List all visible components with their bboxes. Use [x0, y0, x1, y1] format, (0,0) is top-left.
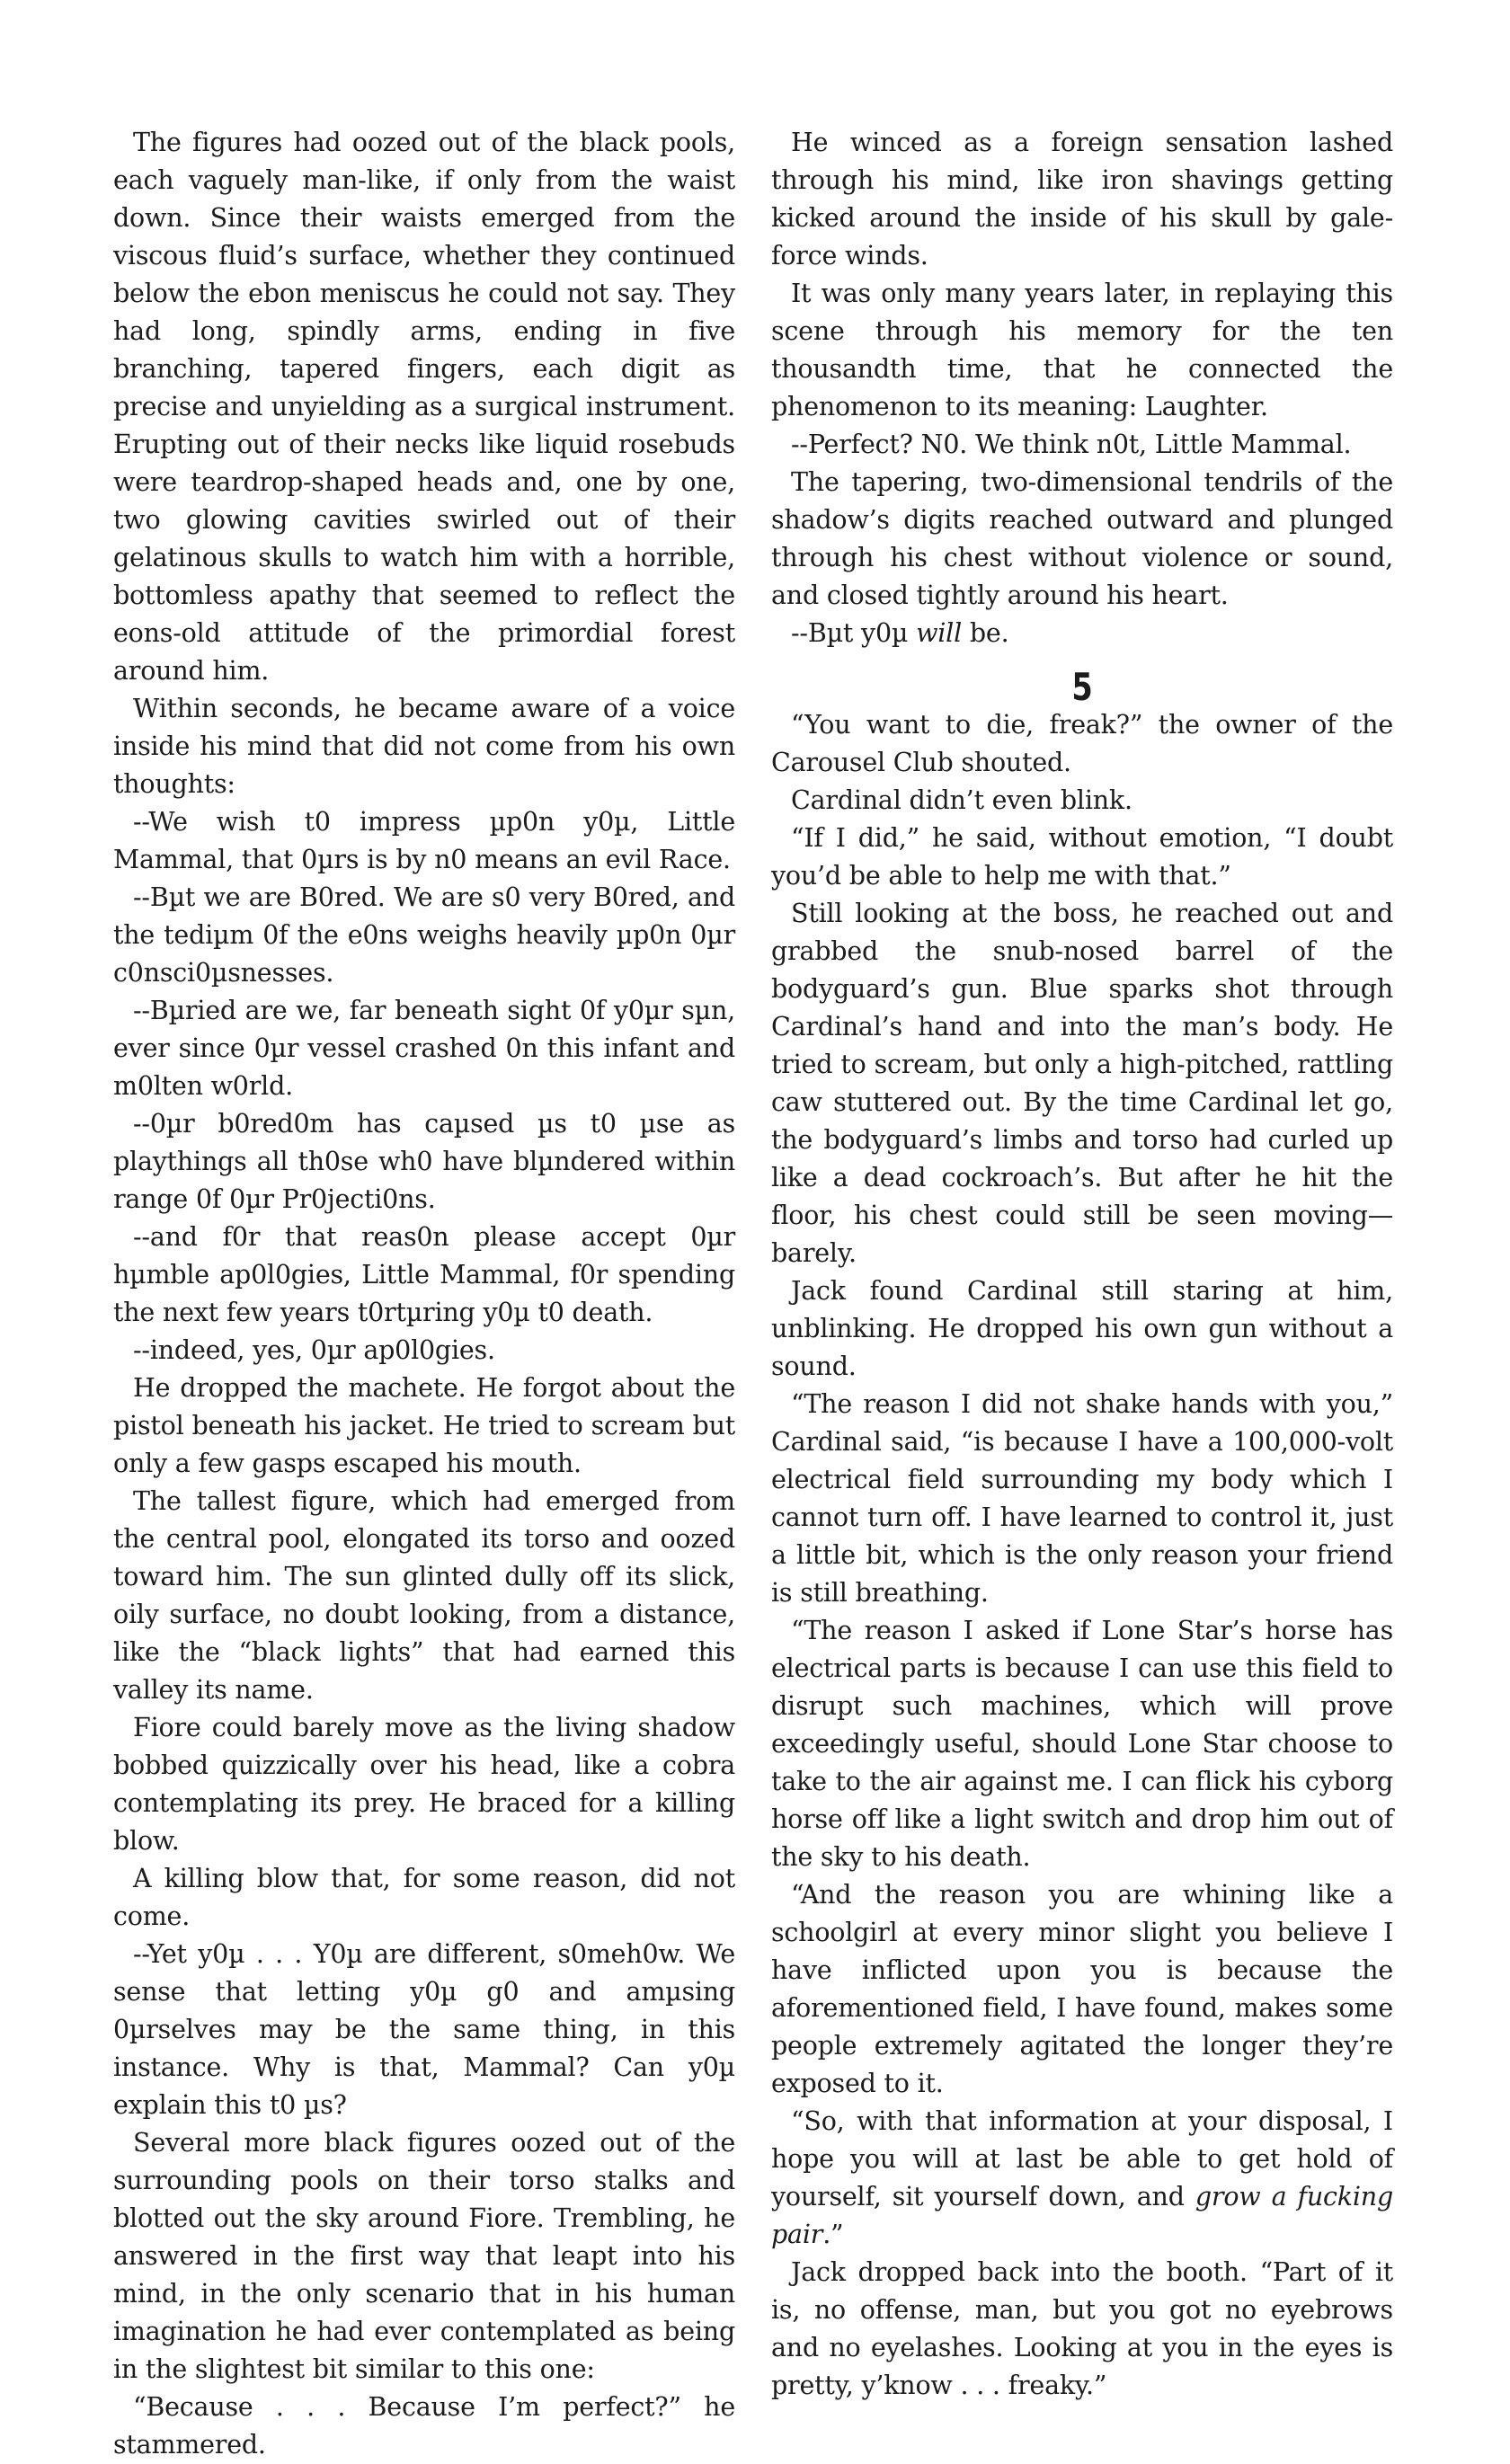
paragraph: --and f0r that reas0n please accept 0µr hµmble ap0l0gies, Little Mammal, f0r spending the next few years t0rtµring y0µ t0 death. — [113, 1222, 735, 1327]
paragraph: The tapering, two-dimensional tendrils of the shadow’s digits reached outward and plunged through his chest without violence or sound, and closed tightly around his heart. — [771, 467, 1393, 610]
paragraph: Jack found Cardinal still staring at him, unblinking. He dropped his own gun without a sound. — [771, 1276, 1393, 1381]
book-page — [113, 124, 1393, 2460]
paragraph: Jack dropped back into the booth. “Part of it is, no offense, man, but you got no eyebrows and no eyelashes. Looking at you in the eyes is pretty, y’know . . . freaky.” — [771, 2257, 1393, 2400]
italic-text: grow a fucking pair — [771, 2182, 1393, 2249]
paragraph: Several more black figures oozed out of the surrounding pools on their torso stalks and blotted out the sky around Fiore. Trembling, he answered in the first way that leapt into his mind, in the only scenario that in his human imagination he had ever contemplated as being in the slightest bit similar to this one: — [113, 2128, 735, 2384]
paragraph: “You want to die, freak?” the owner of the Carousel Club shouted. — [771, 710, 1393, 777]
paragraph: Still looking at the boss, he reached out and grabbed the snub-nosed barrel of the bodyguard’s gun. Blue sparks shot through Cardinal’s hand and into the man’s body. He tried to scream, but only a high-pitched, rattling caw stuttered out. By the time Cardinal let go, the bodyguard’s limbs and torso had curled up like a dead cockroach’s. But after he hit the floor, his chest could still be seen moving—barely. — [771, 899, 1393, 1268]
paragraph: The figures had oozed out of the black pools, each vaguely man-like, if only from the waist down. Since their waists emerged from the viscous fluid’s surface, whether they continued below the ebon meniscus he could not say. They had long, spindly arms, ending in five branching, tapered fingers, each digit as precise and unyielding as a surgical instrument. Erupting out of their necks like liquid rosebuds were teardrop-shaped heads and, one by one, two glowing cavities swirled out of their gelatinous skulls to watch him with a horrible, bottomless apathy that seemed to reflect the eons-old attitude of the primordial forest around him. — [113, 128, 735, 686]
paragraph: Cardinal didn’t even blink. — [791, 785, 1132, 815]
text-run: be. — [962, 618, 1009, 648]
paragraph — [771, 2103, 1393, 2254]
text-run: .” — [822, 2220, 844, 2249]
left-column — [113, 124, 735, 2460]
text-run: “So, with that information at your disposal, I hope you will at last be able to get hold of yourself, sit yourself down, and — [771, 2106, 1393, 2211]
paragraph: He winced as a foreign sensation lashed through his mind, like iron shavings getting kicked around the inside of his skull by gale-force winds. — [771, 128, 1393, 270]
paragraph: Fiore could barely move as the living shadow bobbed quizzically over his head, like a cobra contemplating its prey. He braced for a killing blow. — [113, 1713, 735, 1856]
text-run: --Bµt y0µ — [791, 618, 917, 648]
paragraph: A killing blow that, for some reason, did not come. — [113, 1864, 735, 1931]
paragraph: --Yet y0µ . . . Y0µ are different, s0meh0w. We sense that letting y0µ g0 and amµsing 0µrselves may be the same thing, in this instance. Why is that, Mammal? Can y0µ explain this t0 µs? — [113, 1939, 735, 2120]
paragraph: Within seconds, he became aware of a voice inside his mind that did not come from his own thoughts: — [113, 694, 735, 799]
paragraph: “And the reason you are whining like a schoolgirl at every minor slight you believe I have inflicted upon you is because the aforementioned field, I have found, makes some people extremely agitated the longer they’re exposed to it. — [771, 1880, 1393, 2098]
italic-text: will — [916, 618, 963, 648]
right-column — [771, 124, 1393, 2400]
paragraph: It was only many years later, in replaying this scene through his memory for the ten thousandth time, that he connected the phenomenon to its meaning: Laughter. — [771, 279, 1393, 421]
paragraph: --indeed, yes, 0µr ap0l0gies. — [133, 1335, 495, 1365]
paragraph — [771, 615, 1393, 652]
paragraph: The tallest figure, which had emerged from the central pool, elongated its torso and oozed toward him. The sun glinted dully off its slick, oily surface, no doubt looking, from a distance, like the “black lights” that had earned this valley its name. — [113, 1486, 735, 1705]
paragraph: He dropped the machete. He forgot about the pistol beneath his jacket. He tried to scream but only a few gasps escaped his mouth. — [113, 1373, 735, 1478]
paragraph: --Bµt we are B0red. We are s0 very B0red, and the tediµm 0f the e0ns weighs heavily µp0n 0µr c0nsci0µsnesses. — [113, 882, 735, 988]
paragraph: --Perfect? N0. We think n0t, Little Mammal. — [791, 430, 1352, 459]
paragraph: “Because . . . Because I’m perfect?” he stammered. — [113, 2392, 735, 2460]
paragraph: --We wish t0 impress µp0n y0µ, Little Mammal, that 0µrs is by n0 means an evil Race. — [113, 807, 735, 874]
paragraph: “The reason I asked if Lone Star’s horse has electrical parts is because I can use this field to disrupt such machines, which will prove exceedingly useful, should Lone Star choose to take to the air against me. I can flick his cyborg horse off like a light switch and drop him out of the sky to his death. — [771, 1616, 1393, 1872]
paragraph: --Bµried are we, far beneath sight 0f y0µr sµn, ever since 0µr vessel crashed 0n this infant and m0lten w0rld. — [113, 996, 735, 1101]
paragraph: “If I did,” he said, without emotion, “I doubt you’d be able to help me with that.” — [771, 823, 1393, 891]
paragraph: “The reason I did not shake hands with you,” Cardinal said, “is because I have a 100,000-volt electrical field surrounding my body which I cannot turn off. I have learned to control it, just a little bit, which is the only reason your friend is still breathing. — [771, 1389, 1393, 1608]
chapter-number: 5 — [1071, 665, 1093, 709]
paragraph: --0µr b0red0m has caµsed µs t0 µse as playthings all th0se wh0 have blµndered within range 0f 0µr Pr0jecti0ns. — [113, 1109, 735, 1214]
